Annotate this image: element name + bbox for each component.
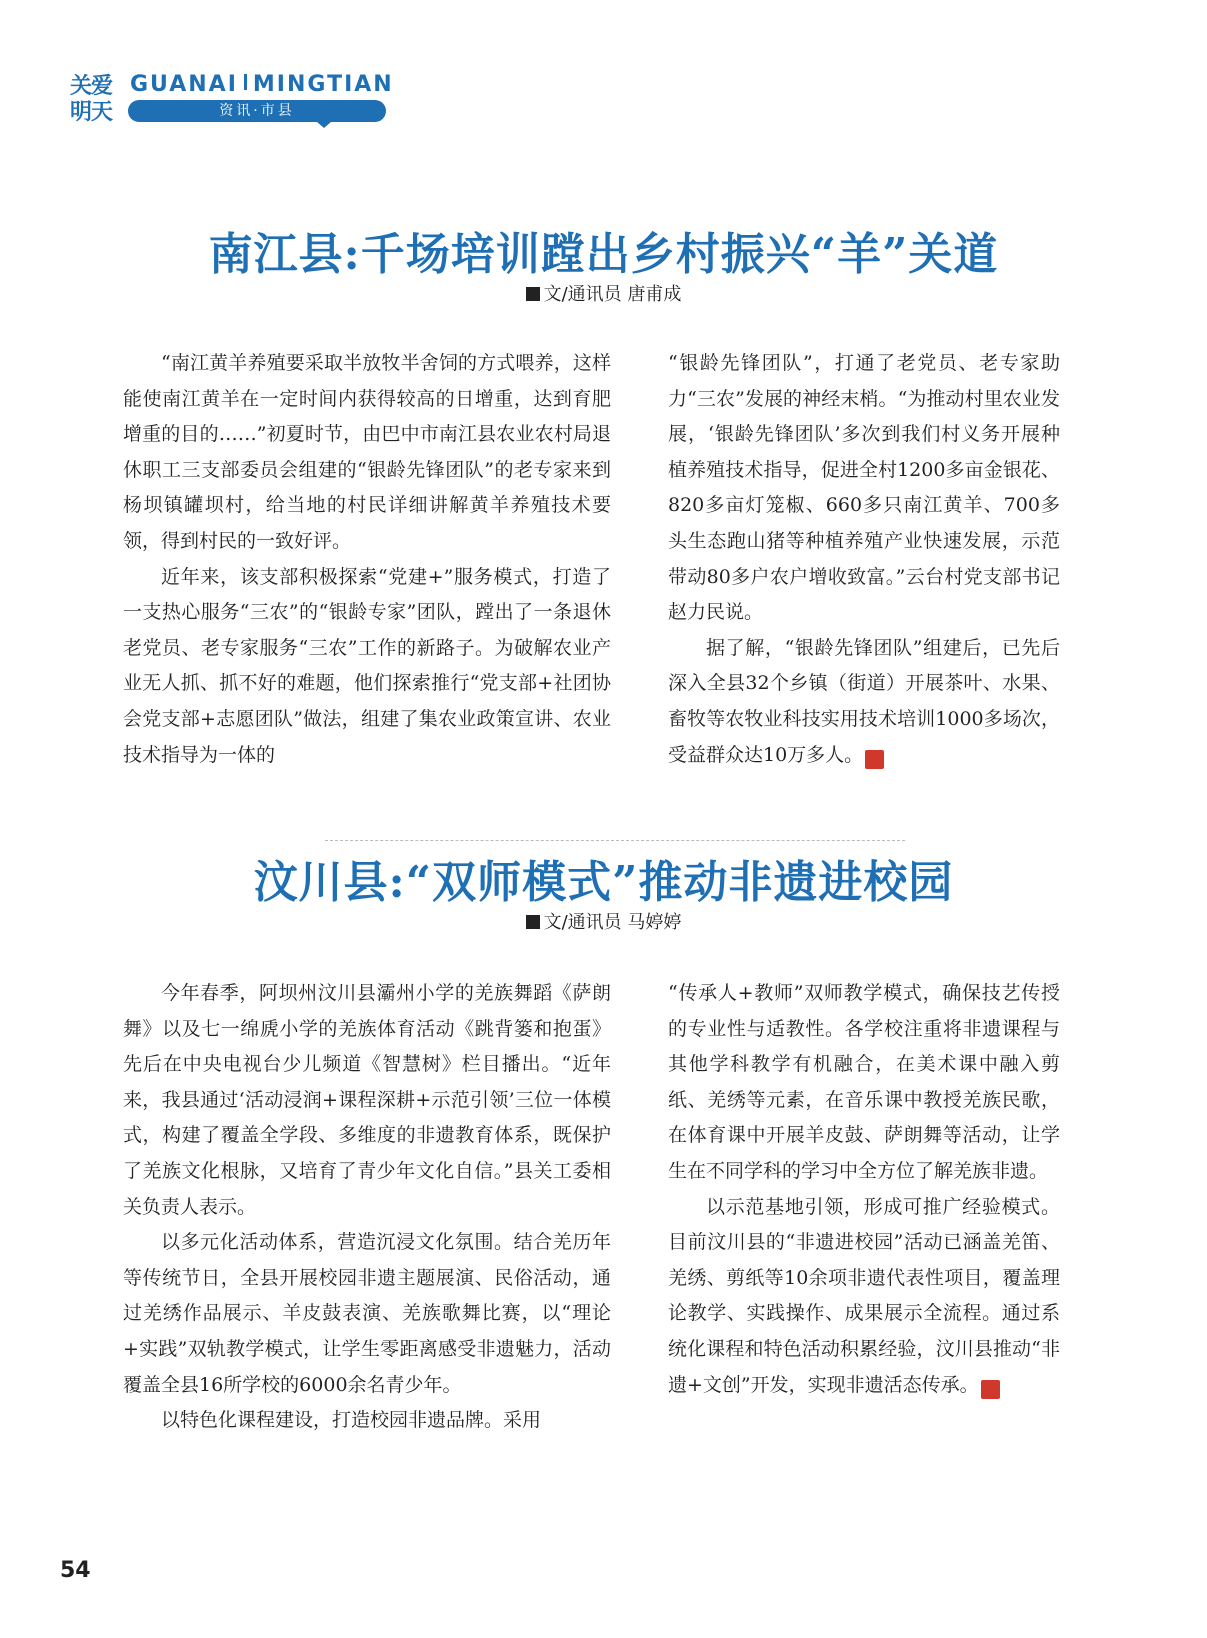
article2-paragraph: 以特色化课程建设，打造校园非遗品牌。采用: [161, 1409, 542, 1432]
brand-right: MINGTIAN: [252, 72, 394, 97]
magazine-logo: [70, 74, 118, 126]
article1-paragraph: [668, 631, 1060, 773]
article2-paragraph: 以多元化活动体系，营造沉浸文化氛围。结合羌历年等传统节日，全县开展校园非遗主题展演、民俗活动，通过羌绣作品展示、羊皮鼓表演、羌族歌舞比赛，以“理论+实践”双轨教学模式，让学生零距离感受非遗魅力，活动覆盖全县16所学校的6000余名青少年。: [123, 1231, 611, 1396]
brand-name: [130, 72, 394, 97]
article2-byline-text: 文/通讯员 马婷婷: [543, 912, 682, 933]
article1-left-column: [123, 346, 611, 773]
article1-byline-text: 文/通讯员 唐甫成: [543, 284, 682, 305]
byline-square-icon: [526, 915, 540, 929]
article1-paragraph-text: 据了解，“银龄先锋团队”组建后，已先后深入全县32个乡镇（街道）开展茶叶、水果、畜牧等农牧业科技实用技术培训1000多场次，受益群众达10万多人。: [668, 636, 1060, 766]
article2-paragraph: “传承人+教师”双师教学模式，确保技艺传授的专业性与适教性。各学校注重将非遗课程与其他学科教学有机融合，在美术课中融入剪纸、羌绣等元素，在音乐课中教授羌族民歌，在体育课中开展羊皮鼓、萨朗舞等活动，让学生在不同学科的学习中全方位了解羌族非遗。: [668, 982, 1060, 1182]
brand-separator: [244, 74, 247, 90]
byline-square-icon: [526, 287, 540, 301]
end-mark-icon: 关: [981, 1380, 1000, 1399]
article1-byline: [0, 280, 1207, 306]
end-mark-icon: 关: [865, 750, 884, 769]
article2-paragraph: 今年春季，阿坝州汶川县灞州小学的羌族舞蹈《萨朗舞》以及七一绵虒小学的羌族体育活动《跳背篓和抱蛋》先后在中央电视台少儿频道《智慧树》栏目播出。“近年来，我县通过‘活动浸润+课程深耕+示范引领’三位一体模式，构建了覆盖全学段、多维度的非遗教育体系，既保护了羌族文化根脉，又培育了青少年文化自信。”县关工委相关负责人表示。: [123, 982, 611, 1218]
article-divider: [325, 840, 905, 841]
page-number: 54: [60, 1558, 91, 1583]
article2-byline: [0, 908, 1207, 934]
logo-bottom-text: 明天: [70, 100, 113, 125]
brand-left: GUANAI: [130, 72, 238, 97]
article2-right-column: [668, 976, 1060, 1403]
logo-top-text: 关爱: [70, 74, 113, 99]
ribbon-tail: [310, 116, 338, 128]
article2-paragraph-text: 以示范基地引领，形成可推广经验模式。目前汶川县的“非遗进校园”活动已涵盖羌笛、羌绣、剪纸等10余项非遗代表性项目，覆盖理论教学、实践操作、成果展示全流程。通过系统化课程和特色活动积累经验，汶川县推动“非遗+文创”开发，实现非遗活态传承。: [668, 1195, 1060, 1396]
article1-right-column: [668, 346, 1060, 773]
article1-paragraph: “南江黄羊养殖要采取半放牧半舍饲的方式喂养，这样能使南江黄羊在一定时间内获得较高的日增重，达到育肥增重的目的……”初夏时节，由巴中市南江县农业农村局退休职工三支部委员会组建的“银龄先锋团队”的老专家来到杨坝镇罐坝村，给当地的村民详细讲解黄羊养殖技术要领，得到村民的一致好评。: [123, 352, 611, 552]
section-label: 资讯·市县: [219, 103, 295, 119]
article1-paragraph: “银龄先锋团队”，打通了老党员、老专家助力“三农”发展的神经末梢。“为推动村里农业发展，‘银龄先锋团队’多次到我们村义务开展种植养殖技术指导，促进全村1200多亩金银花、820多亩灯笼椒、660多只南江黄羊、700多头生态跑山猪等种植养殖产业快速发展，示范带动80多户农户增收致富。”云台村党支部书记赵力民说。: [668, 352, 1060, 624]
article1-paragraph: 近年来，该支部积极探索“党建+”服务模式，打造了一支热心服务“三农”的“银龄专家”团队，蹚出了一条退休老党员、老专家服务“三农”工作的新路子。为破解农业产业无人抓、抓不好的难题，他们探索推行“党支部+社团协会党支部+志愿团队”做法，组建了集农业政策宣讲、农业技术指导为一体的: [123, 565, 611, 766]
section-ribbon: [128, 100, 386, 122]
article2-paragraph: [668, 1190, 1060, 1404]
article1-title: 南江县:千场培训蹚出乡村振兴“羊”关道: [208, 229, 999, 280]
article2-left-column: [123, 976, 611, 1439]
article2-title: 汶川县:“双师模式”推动非遗进校园: [253, 857, 954, 908]
